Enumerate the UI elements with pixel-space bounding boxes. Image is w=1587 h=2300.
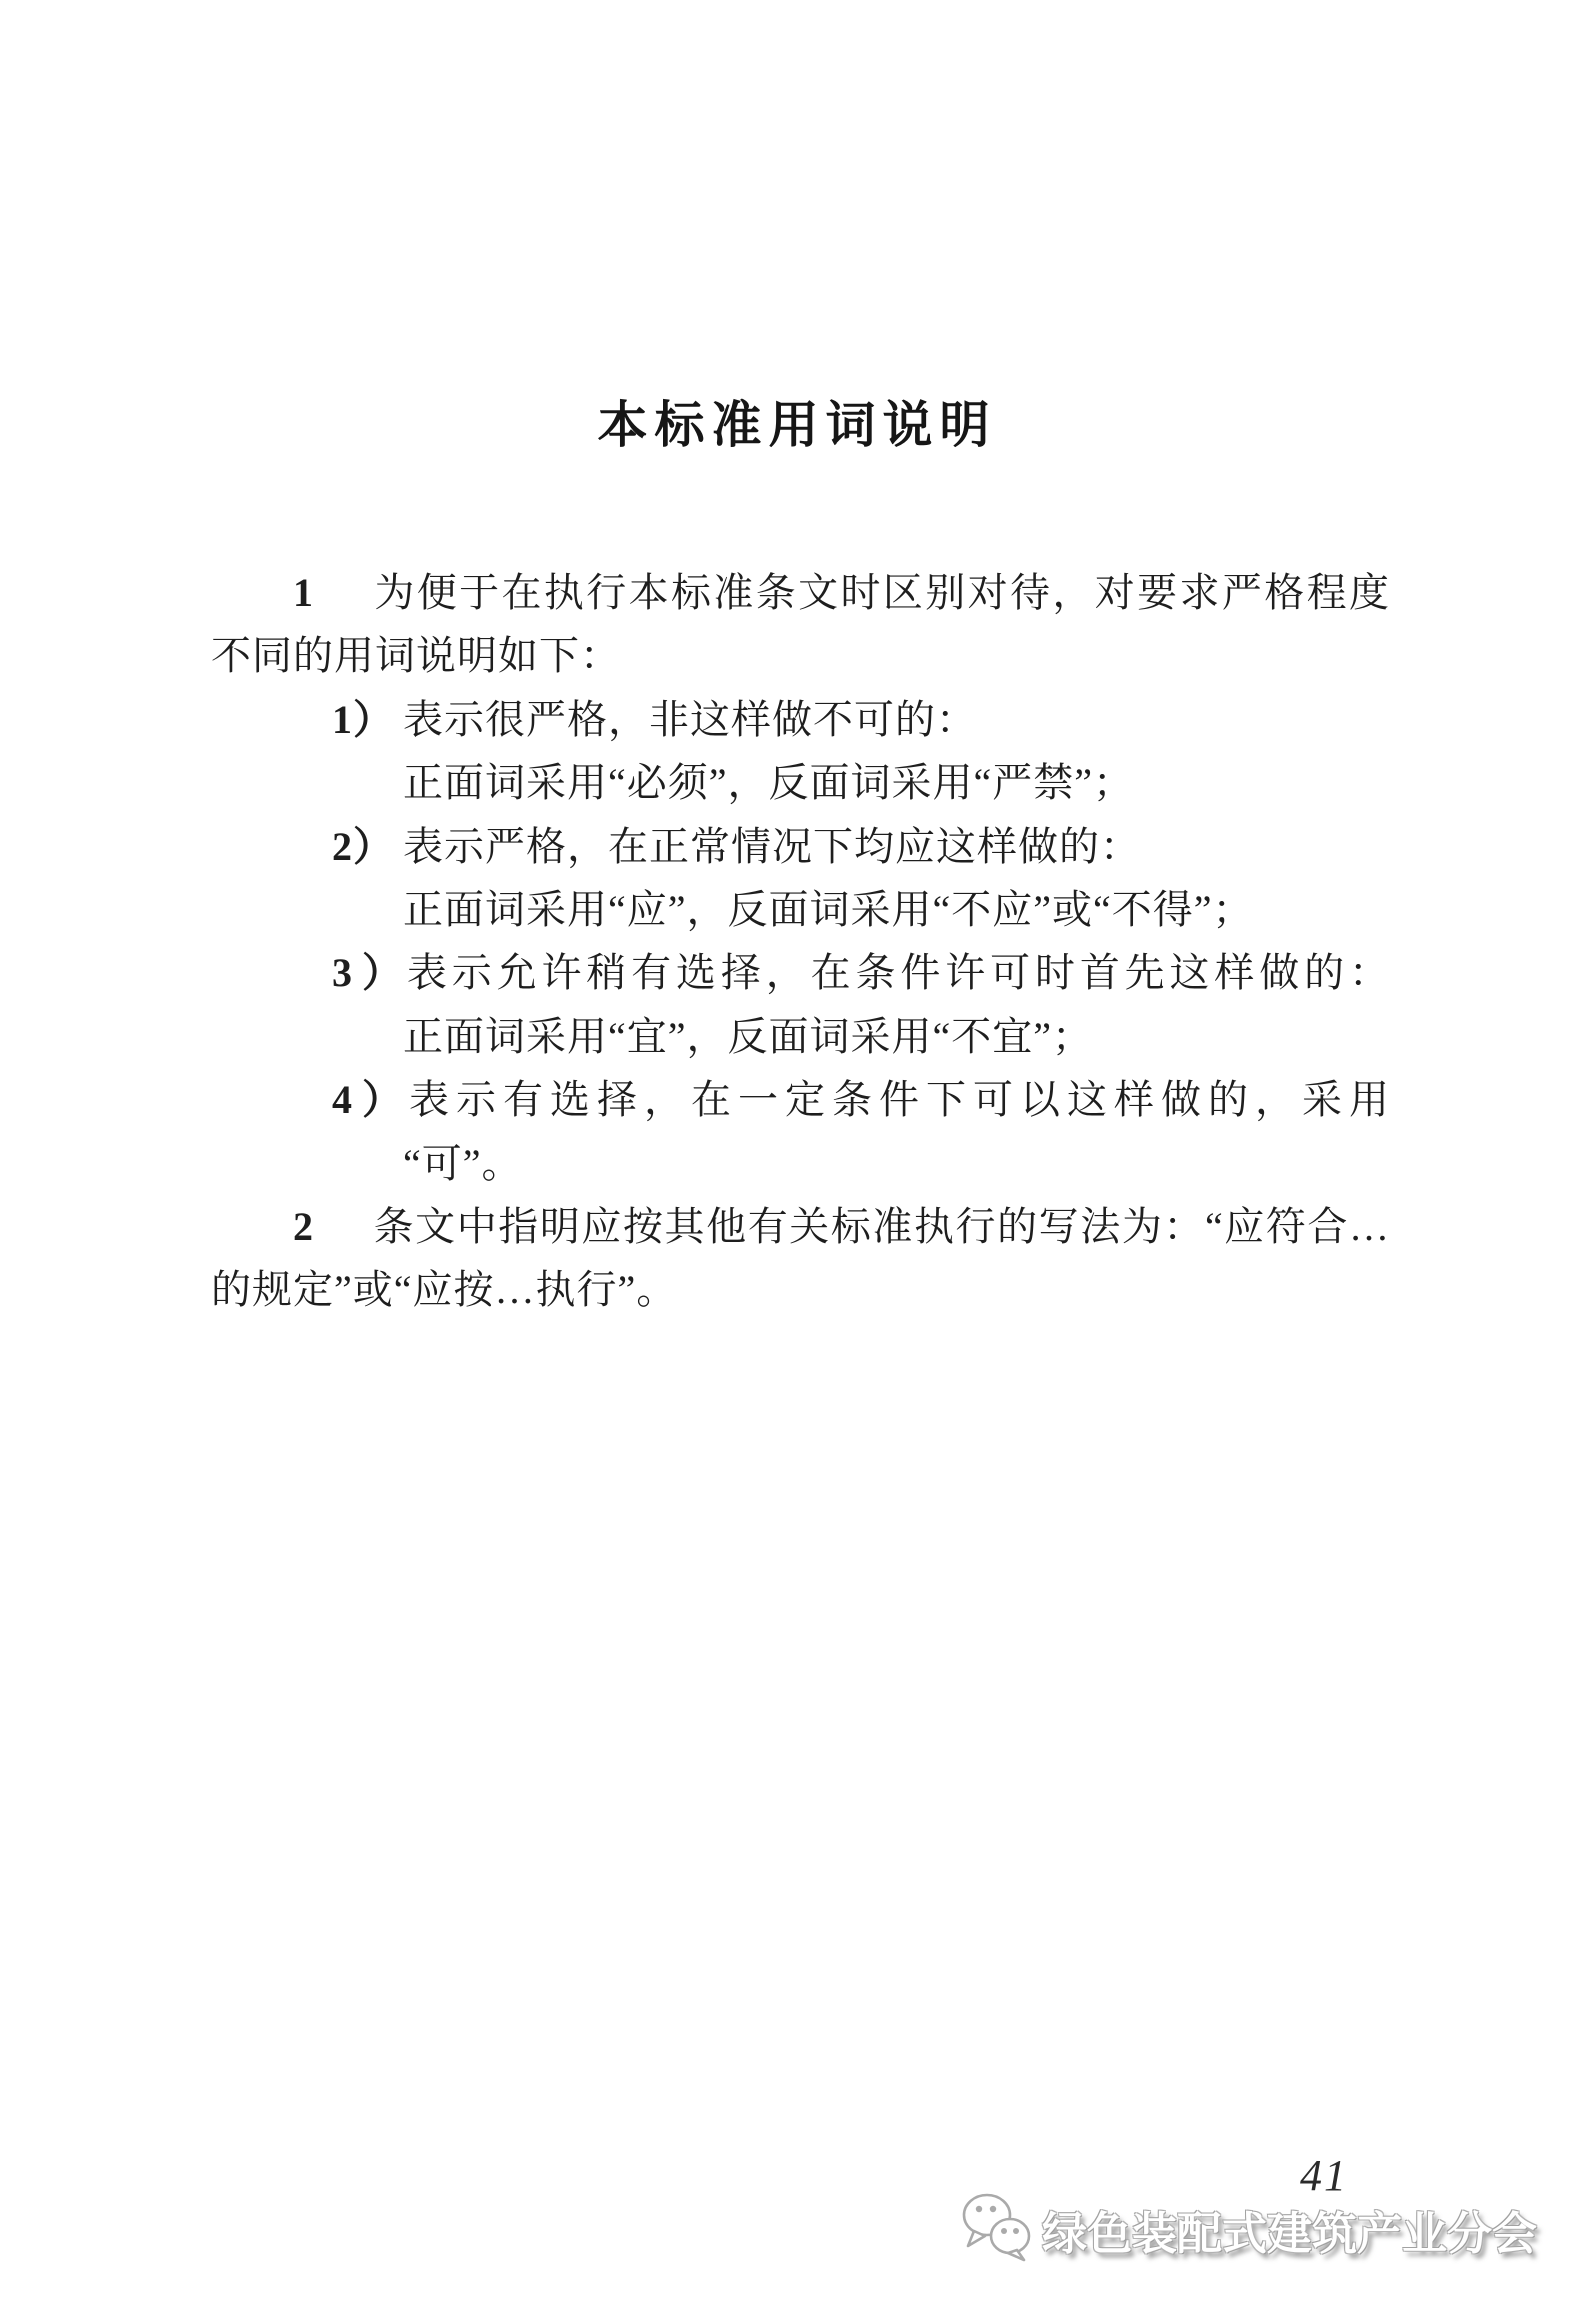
footer-brand-text: 绿色装配式建筑产业分会: [1041, 2208, 1537, 2259]
line-text: 正面词采用“应”，反面词采用“不应”或“不得”；: [403, 886, 1254, 932]
clause-2-line-1: [211, 1195, 1390, 1258]
line-text: 的规定”或“应按…执行”。: [211, 1267, 678, 1313]
page-number: 41: [1300, 2151, 1348, 2200]
item-3-line-1: [211, 941, 1390, 1004]
item-4-line-2: [211, 1132, 1390, 1195]
clause-1-line-1: [211, 561, 1390, 624]
line-text: 正面词采用“必须”，反面词采用“严禁”；: [403, 760, 1135, 806]
line-text: 表示允许稍有选择，在条件许可时首先这样做的：: [403, 950, 1390, 996]
line-text: 为便于在执行本标准条文时区别对待，对要求严格程度: [373, 570, 1390, 615]
clause-2-line-2: [211, 1258, 1390, 1321]
line-text: 表示有选择，在一定条件下可以这样做的，采用: [403, 1077, 1390, 1123]
clause-1-line-2: [211, 624, 1390, 687]
item-1-line-2: [211, 751, 1390, 814]
body-text-block: [211, 561, 1390, 1322]
item-2-line-1: [211, 815, 1390, 878]
line-text: 表示很严格，非这样做不可的：: [403, 696, 977, 742]
item-number: 2）: [332, 823, 394, 869]
clause-number: 2: [293, 1203, 314, 1249]
item-2-line-2: [211, 878, 1390, 941]
line-text: 正面词采用“宜”，反面词采用“不宜”；: [403, 1013, 1094, 1059]
item-1-line-1: [211, 688, 1390, 751]
footer-watermark: [960, 2192, 1537, 2267]
line-text: 表示严格，在正常情况下均应这样做的：: [403, 823, 1141, 869]
item-number: 4）: [332, 1077, 403, 1123]
item-3-line-2: [211, 1005, 1390, 1068]
item-number: 1）: [332, 696, 394, 742]
page-title: 本标准用词说明: [597, 397, 997, 453]
item-number: 3）: [332, 950, 403, 996]
item-4-line-1: [211, 1068, 1390, 1131]
line-text: “可”。: [403, 1140, 523, 1186]
clause-number: 1: [293, 570, 314, 615]
wechat-icon: [960, 2192, 1036, 2267]
line-text: 不同的用词说明如下：: [211, 633, 621, 679]
line-text: 条文中指明应按其他有关标准执行的写法为：“应符合…: [373, 1203, 1390, 1249]
